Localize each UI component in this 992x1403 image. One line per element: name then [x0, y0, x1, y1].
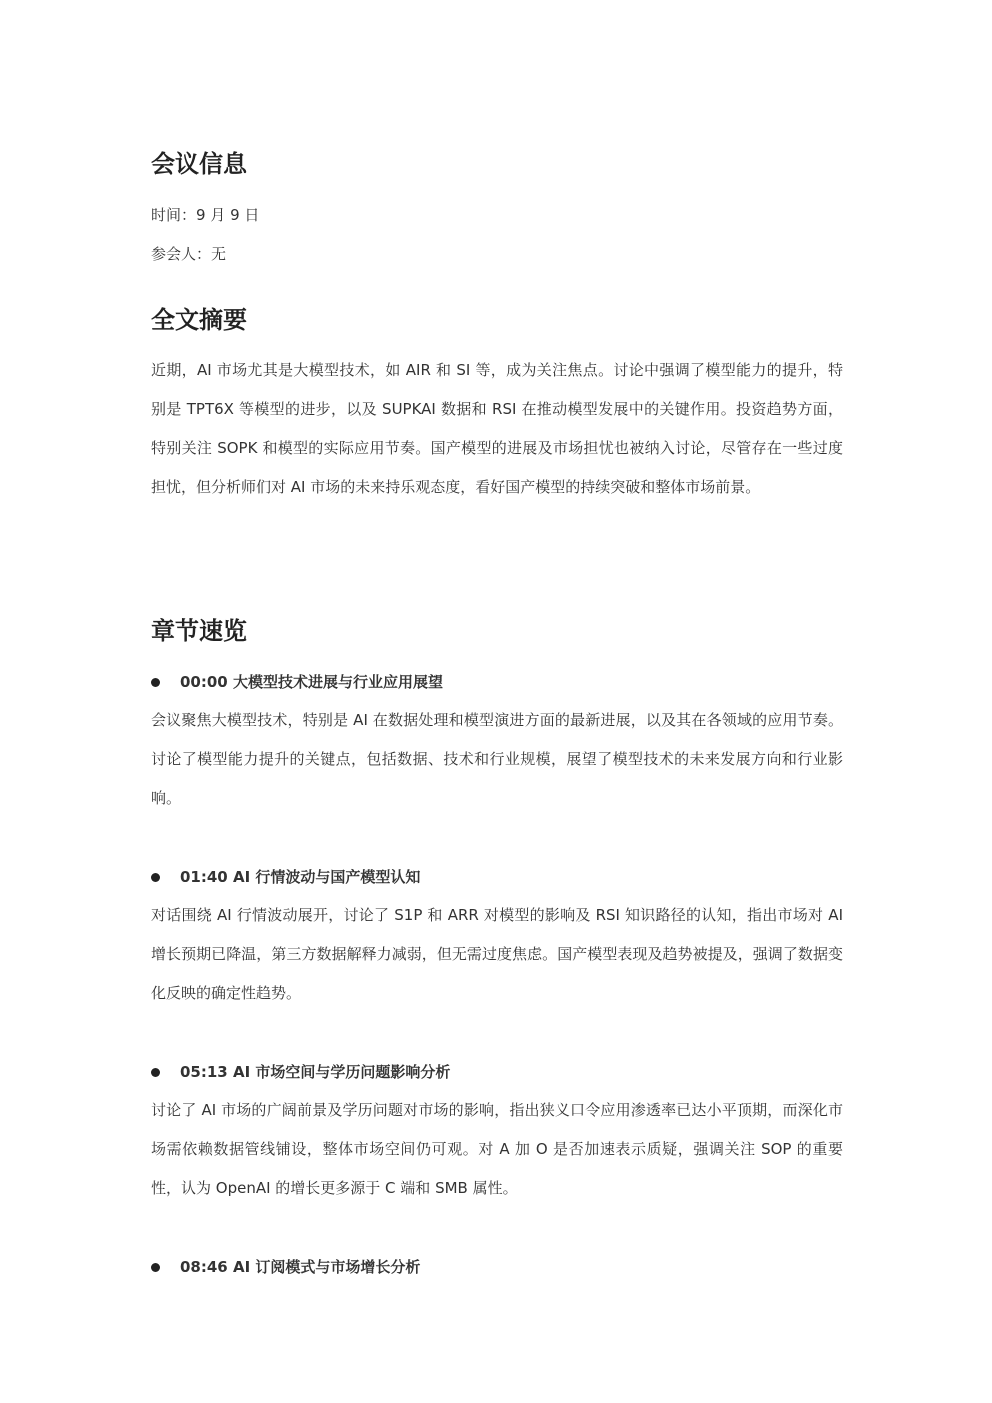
bullet-icon: [151, 1263, 160, 1272]
meeting-info-heading: 会议信息: [151, 150, 247, 178]
summary-heading: 全文摘要: [151, 306, 247, 334]
time-label: 时间：: [151, 206, 197, 224]
chapter-item-header: [151, 867, 420, 887]
chapter-title: 00:00 大模型技术进展与行业应用展望: [180, 673, 443, 691]
summary-text: 近期，AI 市场尤其是大模型技术，如 AIR 和 SI 等，成为关注焦点。讨论中强调了模型能力的提升，特别是 TPT6X 等模型的进步，以及 SUPKAI 数据和 RSI 在推动模型发展中的关键作用。投资趋势方面，特别关注 SOPK 和模型的实际应用节奏。国产模型的进展及市场担忧也被纳入讨论，尽管存在一些过度担忧，但分析师们对 AI 市场的未来持乐观态度，看好国产模型的持续突破和整体市场前景。: [151, 361, 843, 496]
chapter-title: 05:13 AI 市场空间与学历问题影响分析: [180, 1063, 451, 1081]
meeting-participants: [151, 244, 226, 264]
chapter-item-header: [151, 672, 443, 692]
chapter-title: 08:46 AI 订阅模式与市场增长分析: [180, 1258, 421, 1276]
chapter-text: 讨论了 AI 市场的广阔前景及学历问题对市场的影响，指出狭义口令应用渗透率已达小平顶期，而深化市场需依赖数据管线铺设，整体市场空间仍可观。对 A 加 O 是否加速表示质疑，强调关注 SOP 的重要性，认为 OpenAI 的增长更多源于 C 端和 SMB 属性。: [151, 1101, 843, 1197]
participants-value: 无: [211, 245, 227, 263]
time-value: 9 月 9 日: [196, 206, 260, 224]
bullet-icon: [151, 1068, 160, 1077]
bullet-icon: [151, 678, 160, 687]
chapters-heading: 章节速览: [151, 617, 247, 645]
meeting-time: [151, 205, 259, 225]
chapter-item-header: [151, 1257, 420, 1277]
bullet-icon: [151, 873, 160, 882]
chapter-title: 01:40 AI 行情波动与国产模型认知: [180, 868, 421, 886]
chapter-text: 会议聚焦大模型技术，特别是 AI 在数据处理和模型演进方面的最新进展，以及其在各领域的应用节奏。讨论了模型能力提升的关键点，包括数据、技术和行业规模，展望了模型技术的未来发展方向和行业影响。: [151, 711, 843, 807]
chapter-item-header: [151, 1062, 450, 1082]
participants-label: 参会人：: [151, 245, 212, 263]
chapter-text: 对话围绕 AI 行情波动展开，讨论了 S1P 和 ARR 对模型的影响及 RSI 知识路径的认知，指出市场对 AI 增长预期已降温，第三方数据解释力减弱，但无需过度焦虑。国产模型表现及趋势被提及，强调了数据变化反映的确定性趋势。: [151, 906, 843, 1002]
